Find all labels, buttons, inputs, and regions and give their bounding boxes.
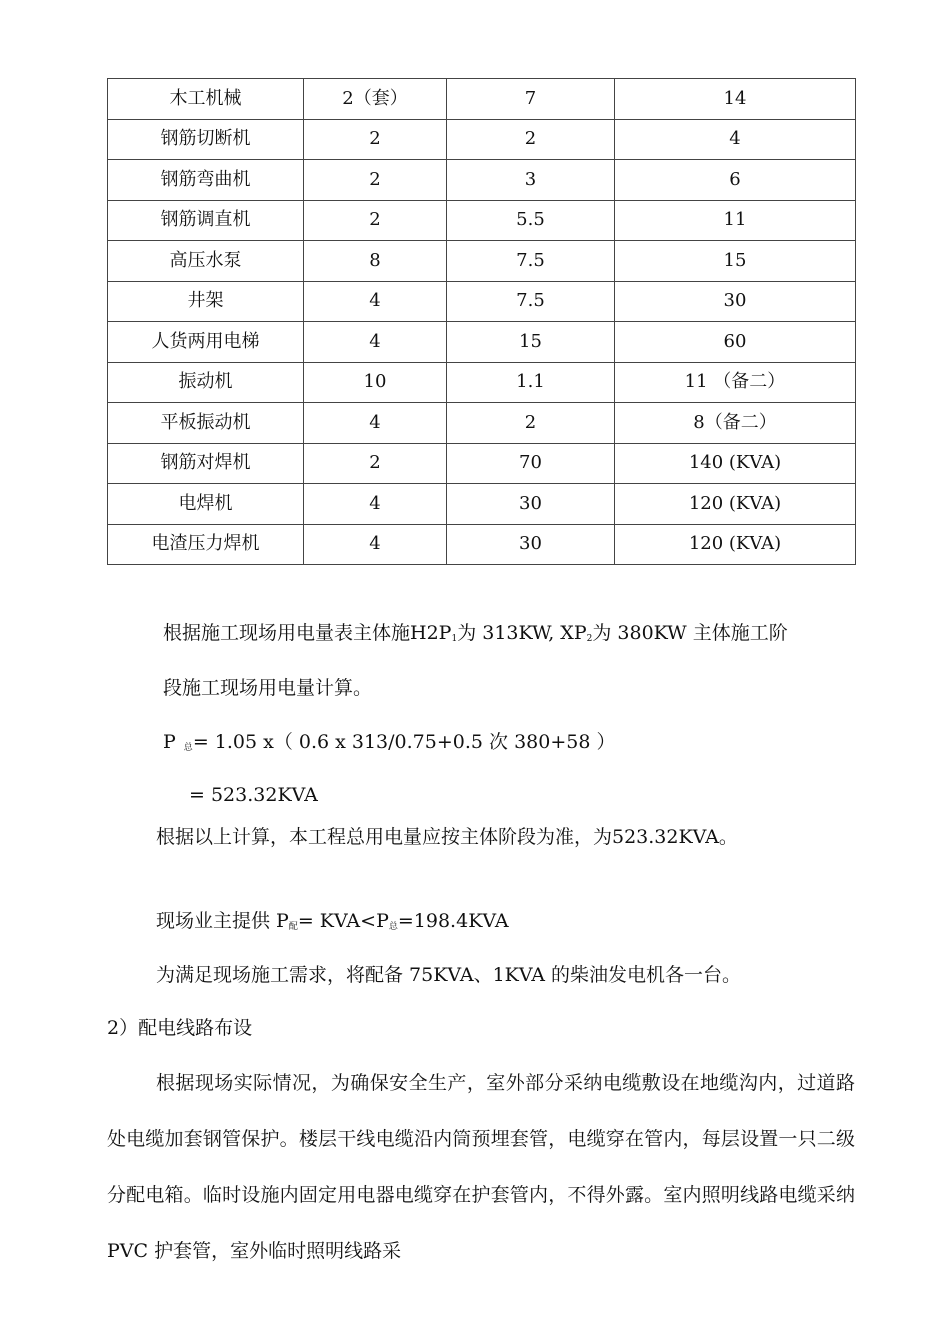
table-cell: 1.1 (447, 362, 615, 403)
paragraph-power-line1 (163, 622, 788, 645)
table-cell: 60 (615, 322, 856, 363)
text: 现场业主提供 P (156, 910, 289, 932)
table-cell: 120 (KVA) (615, 524, 856, 565)
formula-expression: = 1.05 x（ 0.6 x 313/0.75+0.5 次 380+58 ） (192, 731, 616, 753)
subscript: 配 (288, 922, 298, 932)
table-cell: 30 (447, 484, 615, 525)
table-cell: 4 (304, 524, 447, 565)
text: H2P (410, 622, 452, 644)
table-cell: 2（套） (304, 79, 447, 120)
table-row (108, 119, 856, 160)
table-row (108, 200, 856, 241)
table-row (108, 79, 856, 120)
table-cell: 5.5 (447, 200, 615, 241)
table-cell: 井架 (108, 281, 304, 322)
table-row (108, 241, 856, 282)
table-cell: 4 (304, 322, 447, 363)
table-cell: 2 (447, 119, 615, 160)
table-cell: 14 (615, 79, 856, 120)
supply-text (156, 910, 509, 933)
table-cell: 2 (304, 200, 447, 241)
table-cell: 3 (447, 160, 615, 201)
table-cell: 钢筋切断机 (108, 119, 304, 160)
table-body (108, 79, 856, 565)
text: 根据施工现场用电量表主体施 (163, 622, 411, 644)
table-row (108, 362, 856, 403)
table-cell: 2 (304, 119, 447, 160)
table-cell: 4 (615, 119, 856, 160)
subscript: 1 (451, 634, 458, 644)
text: 为 313KW, XP (457, 622, 587, 644)
table-cell: 电渣压力焊机 (108, 524, 304, 565)
table-row (108, 160, 856, 201)
table-cell: 11 （备二） (615, 362, 856, 403)
conclusion-text: 根据以上计算，本工程总用电量应按主体阶段为准，为523.32KVA。 (156, 826, 738, 848)
table-row (108, 524, 856, 565)
body-paragraph: 根据现场实际情况，为确保安全生产，室外部分采纳电缆敷设在地缆沟内，过道路处电缆加套钢管保护。楼层干线电缆沿内筒预埋套管，电缆穿在管内，每层设置一只二级分配电箱。临时设施内固定用电器电缆穿在护套管内，不得外露。室内照明线路电缆采纳 PVC 护套管，室外临时照明线路采 (107, 1072, 855, 1262)
table-cell: 6 (615, 160, 856, 201)
table-row (108, 322, 856, 363)
formula-result: = 523.32KVA (189, 784, 318, 806)
table-cell: 钢筋对焊机 (108, 443, 304, 484)
table-cell: 15 (615, 241, 856, 282)
table-cell: 30 (447, 524, 615, 565)
table-row (108, 443, 856, 484)
section-heading: 2）配电线路布设 (107, 1017, 253, 1039)
table-cell: 高压水泵 (108, 241, 304, 282)
table-cell: 4 (304, 403, 447, 444)
table-cell: 平板振动机 (108, 403, 304, 444)
table-cell: 8（备二） (615, 403, 856, 444)
table-cell: 11 (615, 200, 856, 241)
table-cell: 电焊机 (108, 484, 304, 525)
table-cell: 2 (304, 443, 447, 484)
table-row (108, 484, 856, 525)
generator-text: 为满足现场施工需求，将配备 75KVA、1KVA 的柴油发电机各一台。 (156, 964, 742, 986)
table-cell: 钢筋调直机 (108, 200, 304, 241)
table-cell: 钢筋弯曲机 (108, 160, 304, 201)
table-cell: 4 (304, 281, 447, 322)
formula-symbol: P (163, 731, 176, 753)
table-cell: 4 (304, 484, 447, 525)
table-row (108, 403, 856, 444)
table-cell: 15 (447, 322, 615, 363)
table-cell: 7 (447, 79, 615, 120)
table-cell: 70 (447, 443, 615, 484)
table-row (108, 281, 856, 322)
table-cell: 30 (615, 281, 856, 322)
text: =198.4KVA (397, 910, 509, 932)
paragraph-power-line2: 段施工现场用电量计算。 (163, 677, 373, 699)
equipment-power-table (107, 78, 856, 565)
text: = KVA<P (297, 910, 389, 932)
table-cell: 7.5 (447, 281, 615, 322)
subscript: 2 (586, 634, 593, 644)
table-cell: 10 (304, 362, 447, 403)
table-cell: 8 (304, 241, 447, 282)
subscript: 总 (388, 922, 398, 932)
table-cell: 木工机械 (108, 79, 304, 120)
table-cell: 140 (KVA) (615, 443, 856, 484)
table-cell: 7.5 (447, 241, 615, 282)
formula-total-power (163, 731, 615, 754)
table-cell: 振动机 (108, 362, 304, 403)
table-cell: 2 (447, 403, 615, 444)
subscript: 总 (183, 743, 193, 753)
table-cell: 2 (304, 160, 447, 201)
table-cell: 人货两用电梯 (108, 322, 304, 363)
text: 为 380KW 主体施工阶 (592, 622, 788, 644)
table-cell: 120 (KVA) (615, 484, 856, 525)
